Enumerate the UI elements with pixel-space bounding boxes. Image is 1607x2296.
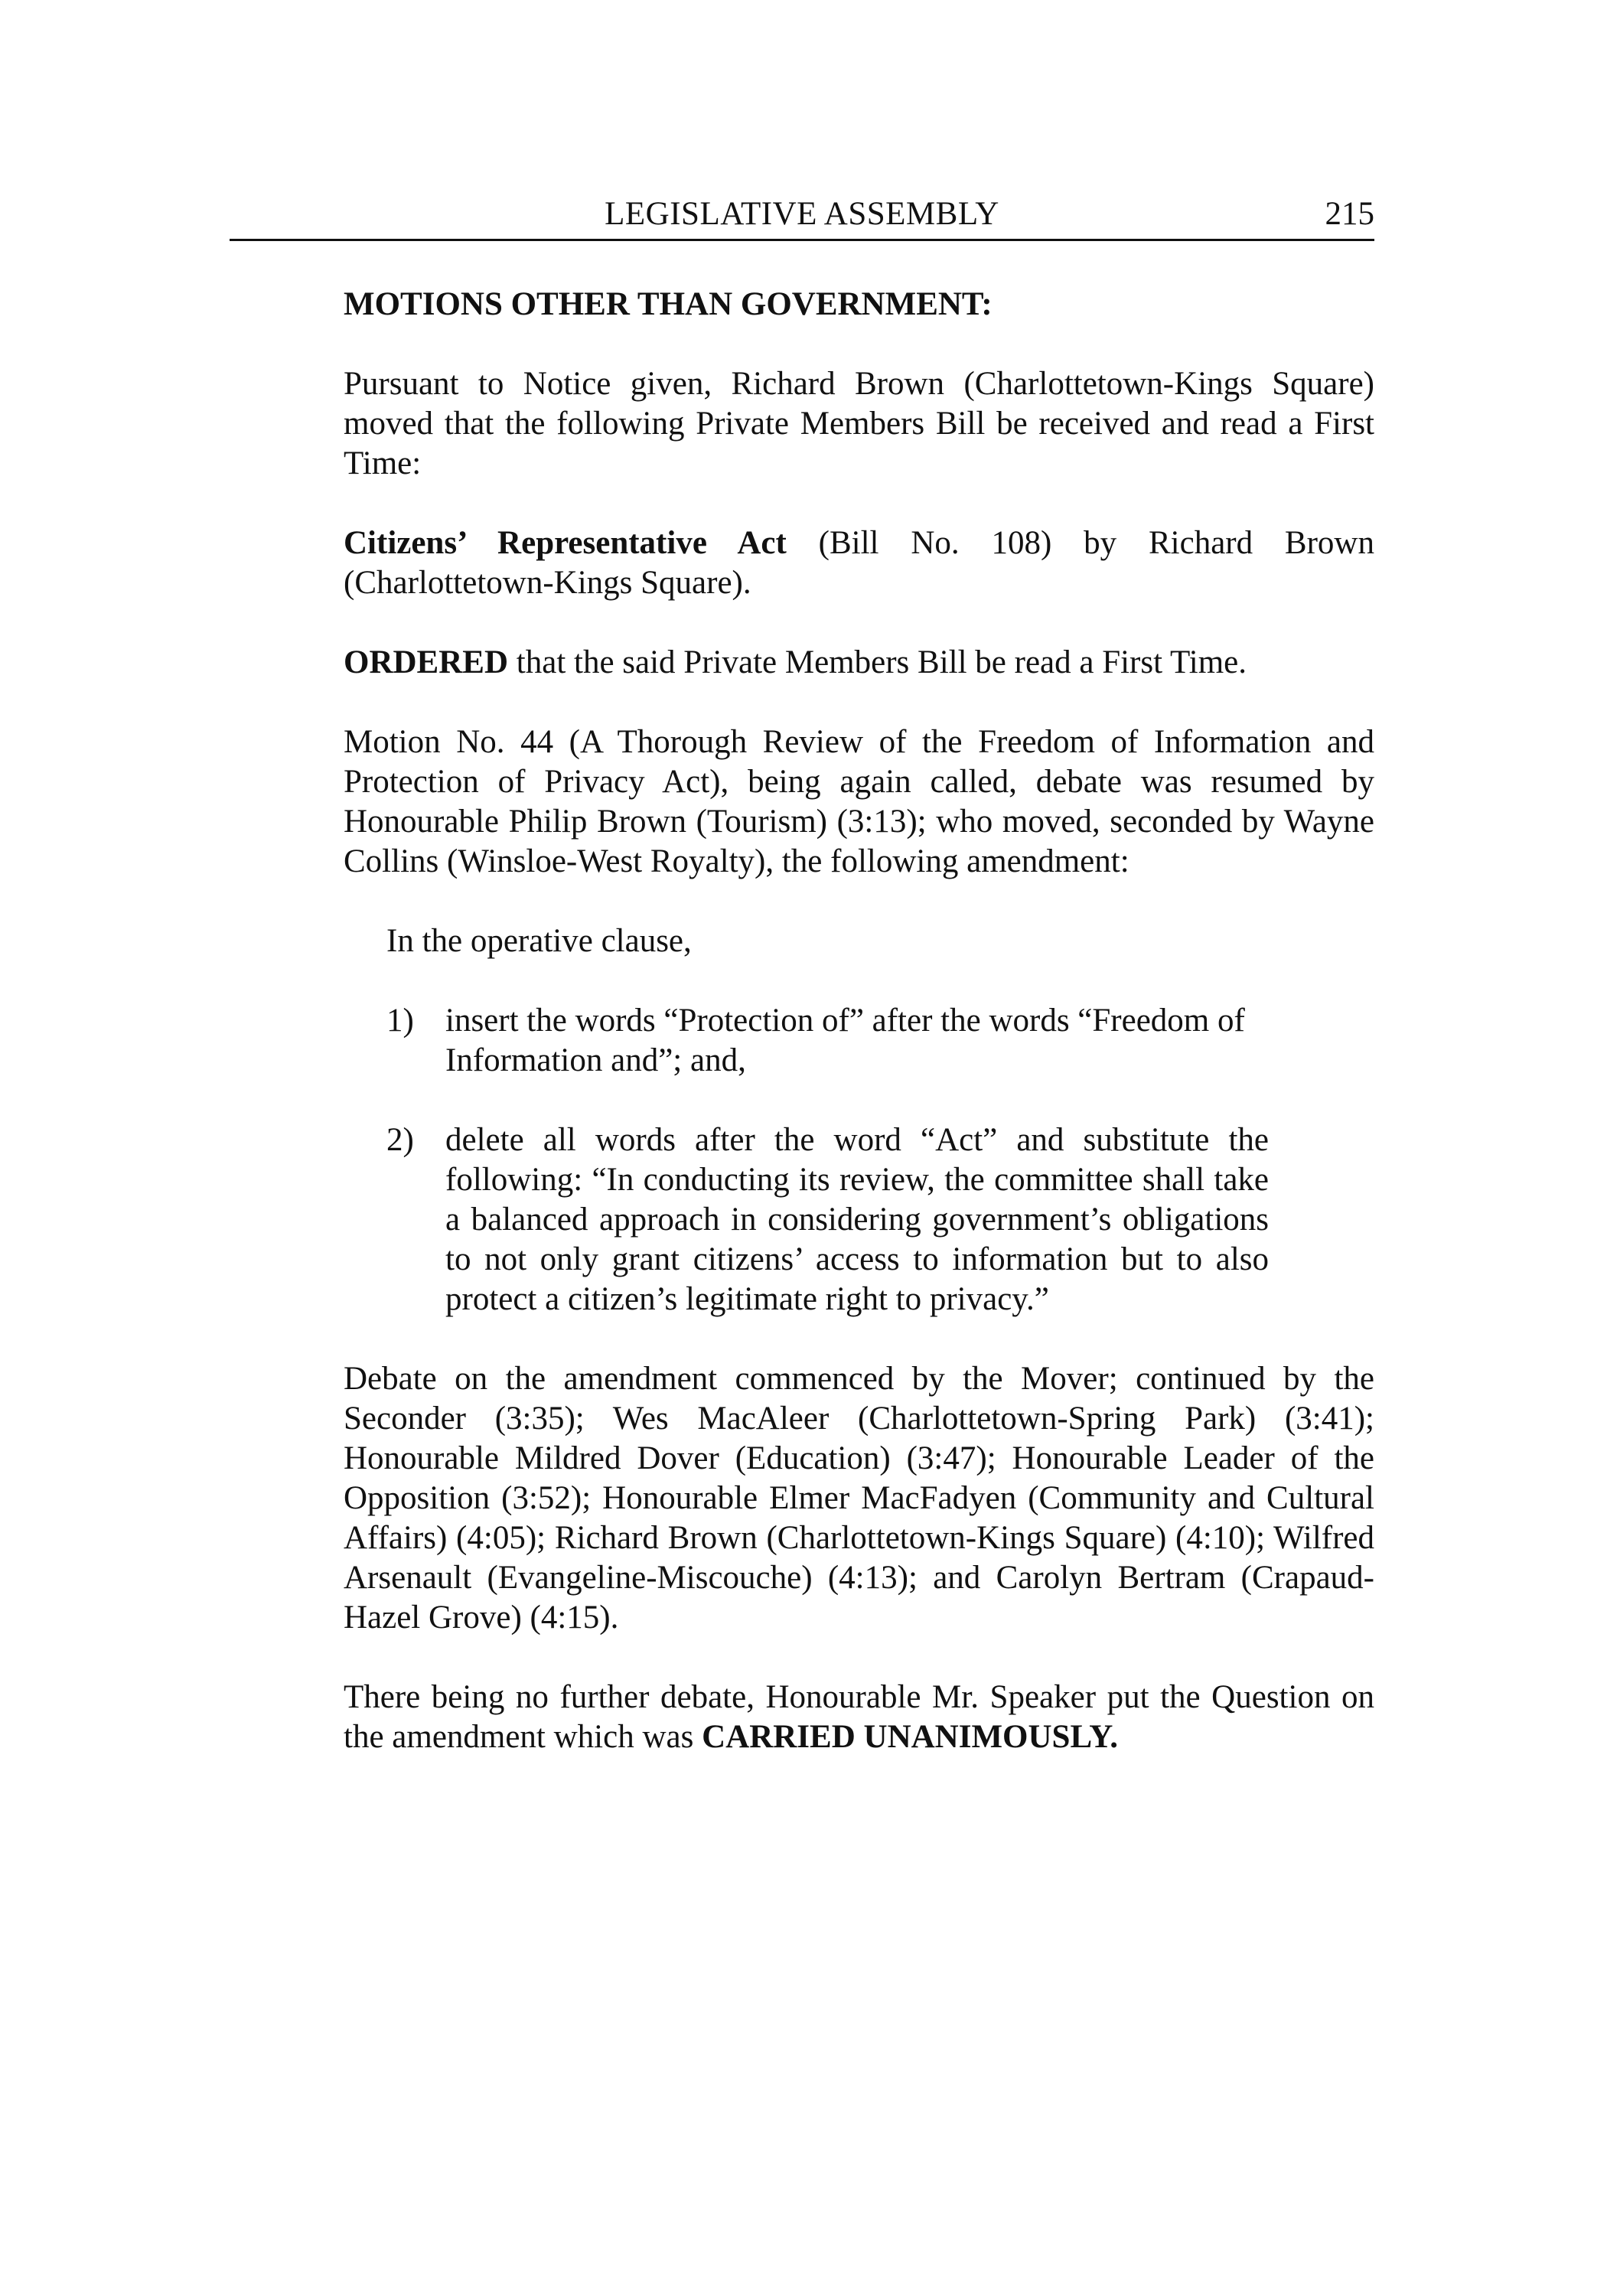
question-paragraph <box>344 1678 1374 1757</box>
amendment-item-2 <box>386 1120 1269 1319</box>
ordered-paragraph <box>344 643 1374 683</box>
page-header <box>230 191 1374 241</box>
amendment-item-number: 1) <box>386 1003 414 1039</box>
ordered-keyword: ORDERED <box>344 644 509 680</box>
bill-title: Citizens’ Representative Act <box>344 525 787 561</box>
amendment-item-1 <box>386 1001 1269 1081</box>
debate-paragraph: Debate on the amendment commenced by the Mover; continued by the Seconder (3:35); Wes MacAleer (Charlottetown-Spring Park) (3:41); Honourable Mildred Dover (Education) (3:47); Honourable Leader of the Opposition (3:52); Honourable Elmer MacFadyen (Community and Cultural Affairs) (4:05); Richard Brown (Charlottetown-Kings Square) (4:10); Wilfred Arsenault (Evangeline-Miscouche) (4:13); and Carolyn Bertram (Crapaud-Hazel Grove) (4:15). <box>344 1361 1374 1636</box>
motion-paragraph: Motion No. 44 (A Thorough Review of the Freedom of Information and Protection of Privacy Act), being again called, debate was resumed by Honourable Philip Brown (Tourism) (3:13); who moved, seconded by Wayne Collins (Winsloe-West Royalty), the following amendment: <box>344 724 1374 879</box>
amendment-item-text: insert the words “Protection of” after the words “Freedom of Information and”; and, <box>445 1003 1245 1078</box>
page-number: 215 <box>1325 196 1374 232</box>
amendment-item-number: 2) <box>386 1122 414 1158</box>
question-text: There being no further debate, Honourable Mr. Speaker put the Question on the amendment which was <box>344 1679 1374 1755</box>
notice-paragraph: Pursuant to Notice given, Richard Brown (Charlottetown-Kings Square) moved that the following Private Members Bill be received and read a First Time: <box>344 366 1374 481</box>
amendment-item-text: delete all words after the word “Act” and substitute the following: “In conducting its review, the committee shall take a balanced approach in considering government’s obligations to not only grant citizens’ access to information but to also protect a citizen’s legitimate right to privacy.” <box>445 1122 1269 1317</box>
running-head: LEGISLATIVE ASSEMBLY <box>605 196 999 232</box>
question-result: CARRIED UNANIMOUSLY. <box>702 1719 1119 1755</box>
section-heading: MOTIONS OTHER THAN GOVERNMENT: <box>344 286 993 322</box>
ordered-text: that the said Private Members Bill be read a First Time. <box>508 644 1247 680</box>
bill-details: (Bill No. 108) by Richard Brown (Charlottetown-Kings Square). <box>344 525 1374 601</box>
bill-paragraph <box>344 523 1374 603</box>
amendment-intro: In the operative clause, <box>386 923 692 959</box>
document-body <box>344 285 1374 1757</box>
